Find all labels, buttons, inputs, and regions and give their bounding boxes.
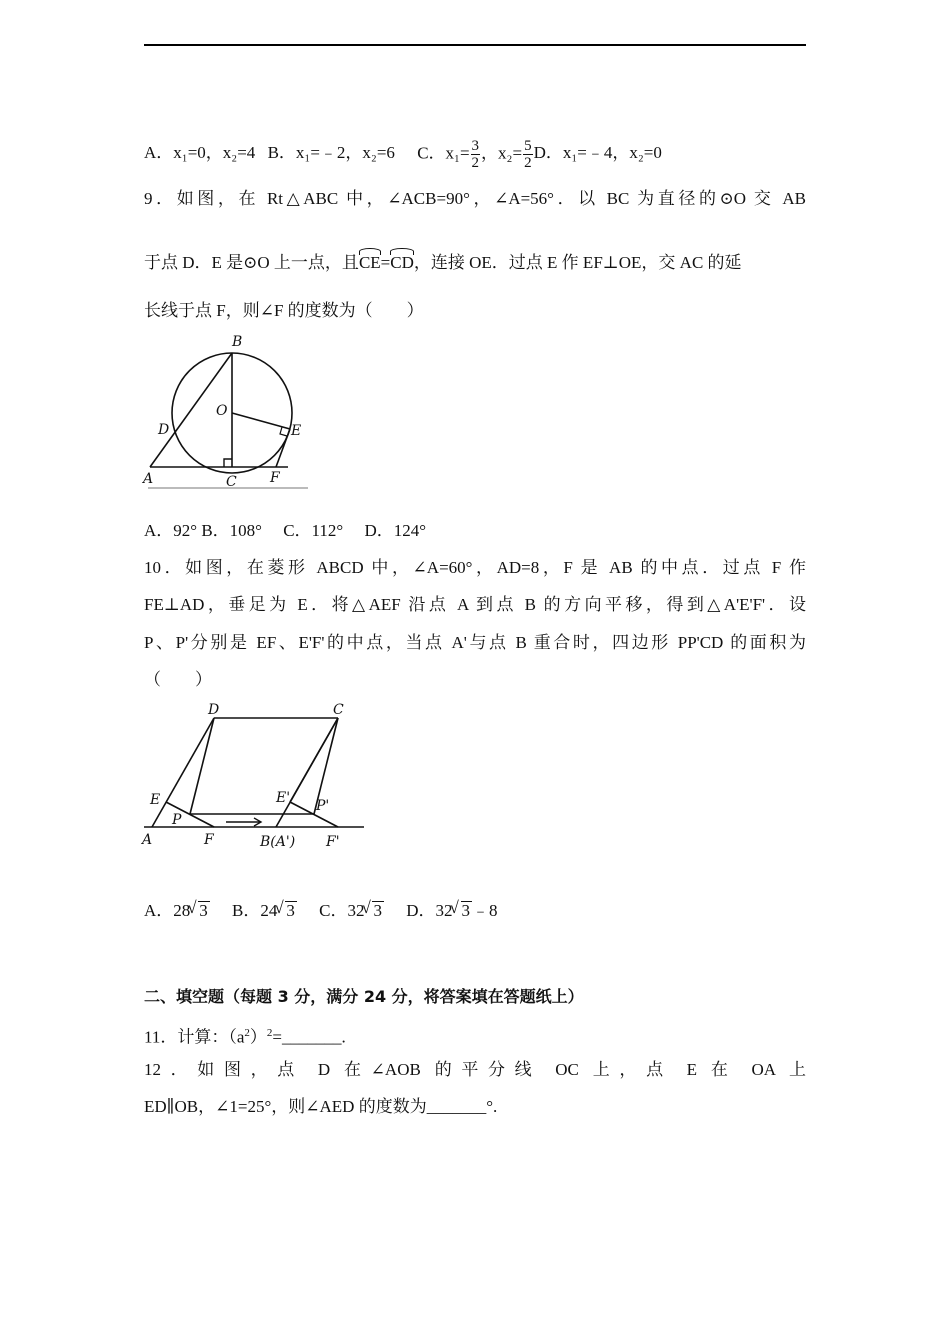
label-d: D (208, 702, 220, 718)
q9-line-2-end: ，连接 OE．过点 E 作 EF⊥OE，交 AC 的延 (413, 253, 742, 272)
q10-option-b (232, 900, 297, 922)
fraction-denominator: 2 (524, 155, 532, 171)
exponent: 2 (266, 1027, 273, 1039)
sqrt-three: √ 3 (285, 901, 297, 920)
arc-cd: CD (390, 250, 414, 274)
exponent: 2 (244, 1027, 250, 1039)
sqrt-three: √ 3 (461, 901, 473, 920)
q10-line-4: （ ） (144, 670, 212, 689)
label-e: E (150, 792, 161, 808)
q9-figure (140, 330, 315, 495)
q10-option-d (406, 900, 497, 922)
sqrt-three: √ 3 (372, 901, 384, 920)
equals-sign: = (380, 253, 391, 272)
label-a: A (143, 471, 154, 487)
header-rule (144, 44, 806, 46)
fraction (523, 138, 533, 171)
label-p: P (172, 812, 182, 828)
q10-option-c-coef: C．32 (319, 901, 365, 920)
fraction (471, 138, 481, 171)
q8-option-a: A．x₁=0，x₂=4 (144, 143, 256, 163)
section-2-title: 二、填空题（每题 3 分，满分 24 分，将答案填在答题纸上） (144, 987, 584, 1006)
arc-ce: CE (359, 250, 381, 274)
label-e: E (291, 423, 302, 439)
fraction-numerator: 3 (471, 138, 480, 154)
label-c: C (226, 474, 237, 490)
q8-option-c-prefix: C．x₁= (417, 143, 470, 163)
q11-line (144, 1022, 346, 1049)
q9-line-3: 长线于点 F，则∠F 的度数为（ ） (144, 301, 424, 320)
q10-figure (140, 696, 368, 856)
q12-line-2: ED∥OB，∠1=25°，则∠AED 的度数为_______°. (144, 1097, 498, 1116)
q9-line-2 (144, 250, 742, 274)
segment-oe (232, 413, 290, 429)
label-f: F (270, 470, 280, 486)
q8-option-d: D．x₁=﹣4，x₂=0 (533, 143, 662, 163)
q12-line-1: 12．如图，点 D 在∠AOB 的平分线 OC 上，点 E 在 OA 上 (144, 1060, 806, 1079)
q8-option-c-mid: ，x₂= (481, 143, 523, 163)
q11-paren: ） (249, 1027, 267, 1047)
label-b-a-prime: B(A') (260, 834, 296, 850)
sqrt-three: √ 3 (198, 901, 210, 920)
q10-option-a-coef: A．28 (144, 901, 191, 920)
q10-line-3: P、P'分别是 EF、E'F'的中点，当点 A'与点 B 重合时，四边形 PP'CD 的面积为 (144, 633, 806, 652)
q8-option-c (417, 138, 533, 171)
q10-option-d-coef: D．32 (406, 901, 453, 920)
segment-e-prime-c (290, 718, 338, 802)
q10-options (144, 900, 498, 922)
label-b: B (232, 334, 243, 350)
right-angle-mark-c (224, 459, 232, 467)
label-f: F (204, 832, 214, 848)
q10-line-2: FE⊥AD，垂足为 E．将△AEF 沿点 A 到点 B 的方向平移，得到△A'E'F'．设 (144, 595, 806, 614)
label-d: D (158, 422, 170, 438)
q10-line-1: 10．如图，在菱形 ABCD 中，∠A=60°，AD=8，F 是 AB 的中点．过点 F 作 (144, 558, 806, 577)
label-c: C (333, 702, 344, 718)
q9-line-1: 9．如图，在 Rt△ABC 中，∠ACB=90°，∠A=56°．以 BC 为直径的⊙O 交 AB (144, 189, 806, 208)
q8-options (144, 138, 662, 171)
label-e-prime: E' (276, 790, 291, 806)
q10-option-c (319, 900, 384, 922)
q10-option-d-suffix: ﹣8 (472, 901, 498, 920)
fraction-numerator: 5 (524, 138, 532, 154)
fraction-denominator: 2 (471, 155, 480, 171)
label-o: O (216, 403, 228, 419)
q11-answer-blank: =_______. (272, 1027, 346, 1047)
q10-option-b-coef: B．24 (232, 901, 278, 920)
label-p-prime: P' (316, 798, 330, 814)
segment-dp (190, 718, 214, 814)
q11-prefix: 11．计算：（a (144, 1027, 245, 1047)
q8-option-b: B．x₁=﹣2，x₂=6 (267, 143, 395, 163)
q9-options: A．92° B．108° C．112° D．124° (144, 521, 427, 540)
label-a: A (142, 832, 153, 848)
q9-line-2-start: 于点 D．E 是⊙O 上一点，且 (144, 253, 359, 272)
label-f-prime: F' (326, 834, 340, 850)
q10-option-a (144, 900, 210, 922)
